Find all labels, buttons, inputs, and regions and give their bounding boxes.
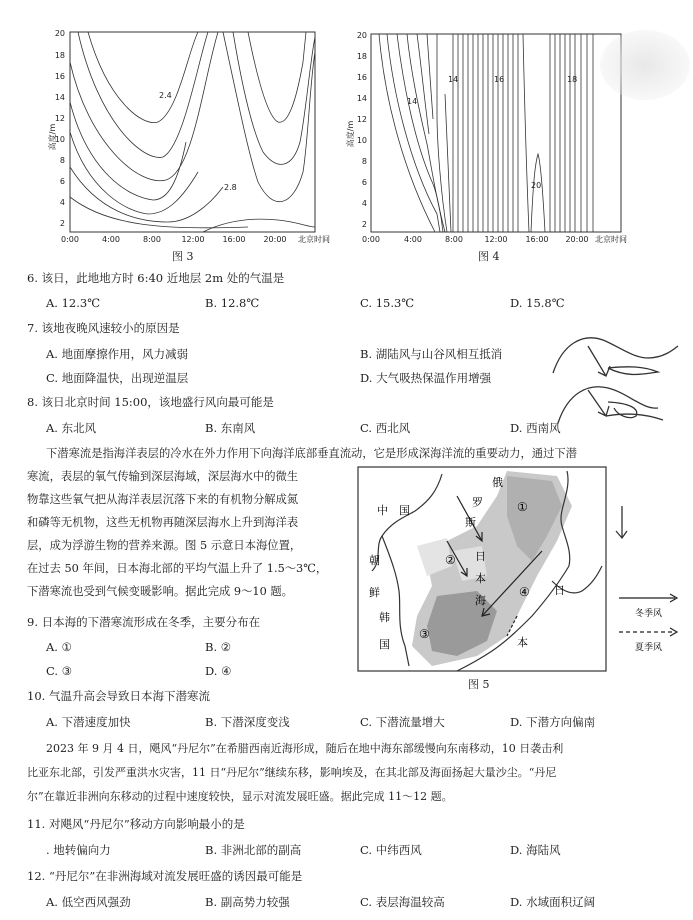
fig4-ylabel: 高度/m xyxy=(346,120,355,148)
q11-option-b[interactable]: B. 非洲北部的副高 xyxy=(205,843,302,857)
passage-1-line: 物靠这些氧气把从海洋表层沉落下来的有机物分解成氮 xyxy=(27,493,299,506)
fig3-xtick: 16:00 xyxy=(222,235,246,244)
q6-option-b[interactable]: B. 12.8℃ xyxy=(205,296,260,310)
fig4-ytick: 12 xyxy=(356,115,367,124)
q10-option-c[interactable]: C. 下潜流量增大 xyxy=(360,715,445,729)
q10-option-a[interactable]: A. 下潜速度加快 xyxy=(46,715,131,729)
q11-option-a[interactable]: . 地转偏向力 xyxy=(46,843,111,857)
fig4-xtick: 12:00 xyxy=(484,235,508,244)
figure-3-chart xyxy=(48,22,330,247)
fig4-ytick: 16 xyxy=(356,73,367,82)
fig4-ytick: 10 xyxy=(356,136,367,145)
q7-option-b[interactable]: B. 湖陆风与山谷风相互抵消 xyxy=(360,347,503,361)
q6-option-d[interactable]: D. 15.8℃ xyxy=(510,296,565,310)
fig4-xtick: 20:00 xyxy=(565,235,589,244)
fig3-xtick: 12:00 xyxy=(181,235,205,244)
fig4-xtick: 0:00 xyxy=(362,235,380,244)
passage-1-line: 层，成为浮游生物的营养来源。图 5 示意日本海位置， xyxy=(27,539,302,552)
q6-option-c[interactable]: C. 15.3℃ xyxy=(360,296,415,310)
passage-1-line: 下潜寒流也受到气候变暖影响。据此完成 9～10 题。 xyxy=(27,585,293,598)
figure-4-caption: 图 4 xyxy=(478,250,500,263)
q11-option-c[interactable]: C. 中纬西风 xyxy=(360,843,422,857)
fig5-label: 斯 xyxy=(465,516,476,529)
fig3-xtick: 0:00 xyxy=(61,235,79,244)
fig5-label: 鲜 xyxy=(369,586,380,599)
fig3-xunit: 北京时间 xyxy=(298,235,330,244)
fig4-ytick: 20 xyxy=(356,31,367,40)
fig4-ytick: 18 xyxy=(356,52,367,61)
q9-option-c[interactable]: C. ③ xyxy=(46,664,73,678)
q7-option-a[interactable]: A. 地面摩擦作用，风力减弱 xyxy=(46,347,189,361)
fig3-ytick: 18 xyxy=(54,51,65,60)
fig4-xticks xyxy=(362,234,627,244)
fig5-label: 本 xyxy=(517,636,528,649)
q10-option-b[interactable]: B. 下潜深度变浅 xyxy=(205,715,290,729)
fig5-label: 中 xyxy=(377,504,388,517)
q9-option-b[interactable]: B. ② xyxy=(205,640,232,654)
passage-1-line: 在过去 50 年间，日本海北部的平均气温上升了 1.5～3℃， xyxy=(27,562,328,575)
question-9-stem: 9. 日本海的下潜寒流形成在冬季，主要分布在 xyxy=(27,615,261,629)
figure-4-chart xyxy=(345,24,625,246)
fig3-ytick: 10 xyxy=(54,135,65,144)
fig4-contour-label: 16 xyxy=(494,75,505,84)
fig4-plot-frame xyxy=(371,34,621,232)
figure-5-caption: 图 5 xyxy=(468,678,490,691)
fig4-xtick: 16:00 xyxy=(525,235,549,244)
fig3-ylabel: 高度/m xyxy=(48,123,57,151)
fig3-ytick: 14 xyxy=(54,93,65,102)
fig3-ytick: 12 xyxy=(54,114,65,123)
passage-1-line: 寒流，表层的氧气传输到深层海域，深层海水中的微生 xyxy=(27,470,299,483)
question-6-stem: 6. 该日，此地地方时 6:40 近地层 2m 处的气温是 xyxy=(27,271,285,285)
fig4-contour-label: 20 xyxy=(531,181,542,190)
fig3-contour-label: 2.4 xyxy=(159,91,172,100)
q8-option-a[interactable]: A. 东北风 xyxy=(46,421,97,435)
fig5-label: 日 xyxy=(475,550,486,563)
fig5-marker: ② xyxy=(445,553,456,567)
fig4-ytick: 14 xyxy=(356,94,367,103)
question-7-stem: 7. 该地夜晚风速较小的原因是 xyxy=(27,321,180,335)
fig5-label: 朝 xyxy=(369,554,380,567)
passage-1-line: 和磷等无机物，这些无机物再随深层海水上升到海洋表 xyxy=(27,516,299,529)
fig3-contour-label: 2.8 xyxy=(224,183,237,192)
fig5-legend-winter: 冬季风 xyxy=(635,609,663,619)
fig4-contour-label: 14 xyxy=(448,75,459,84)
fig3-xtick: 4:00 xyxy=(102,235,120,244)
figure-4-yticks xyxy=(357,31,367,229)
fig3-xtick: 20:00 xyxy=(263,235,287,244)
question-11-stem: 11. 对飓风“丹尼尔”移动方向影响最小的是 xyxy=(27,817,245,831)
fig5-legend-summer: 夏季风 xyxy=(635,643,663,653)
handwritten-sketch xyxy=(548,328,688,433)
q12-option-c[interactable]: C. 表层海温较高 xyxy=(360,895,445,909)
q8-option-b[interactable]: B. 东南风 xyxy=(205,421,256,435)
fig5-label: 日 xyxy=(554,584,565,597)
scan-smudge xyxy=(600,30,690,100)
fig4-ytick: 6 xyxy=(361,178,367,187)
q7-option-c[interactable]: C. 地面降温快，出现逆温层 xyxy=(46,371,189,385)
q10-option-d[interactable]: D. 下潜方向偏南 xyxy=(510,715,596,729)
fig5-label: 韩 xyxy=(379,611,390,624)
question-12-stem: 12. “丹尼尔”在非洲海域对流发展旺盛的诱因最可能是 xyxy=(27,869,303,883)
q12-option-b[interactable]: B. 副高势力较强 xyxy=(205,895,290,909)
passage-2-line: 比亚东北部，引发严重洪水灾害，11 日“丹尼尔”继续东移，影响埃及，在其北部及海面扬起大量沙尘。“丹尼 xyxy=(27,766,557,779)
fig4-contour-label: 18 xyxy=(567,75,578,84)
fig3-ytick: 4 xyxy=(59,198,65,207)
q8-option-c[interactable]: C. 西北风 xyxy=(360,421,411,435)
fig3-xtick: 8:00 xyxy=(143,235,161,244)
fig3-ytick: 20 xyxy=(54,29,65,38)
fig5-marker: ④ xyxy=(519,585,530,599)
passage-2-line: 2023 年 9 月 4 日，飓风“丹尼尔”在希腊西南近海形成，随后在地中海东部缓慢向东南移动，10 日袭击利 xyxy=(46,742,564,755)
q7-option-d[interactable]: D. 大气吸热保温作用增强 xyxy=(360,371,492,385)
fig3-contours xyxy=(70,32,315,232)
fig5-marker: ③ xyxy=(419,627,430,641)
figure-5-map xyxy=(357,466,607,672)
fig3-ytick: 2 xyxy=(59,219,65,228)
fig3-ytick: 8 xyxy=(59,156,65,165)
fig5-legend xyxy=(615,588,690,663)
q9-option-d[interactable]: D. ④ xyxy=(205,664,232,678)
fig5-label: 本 xyxy=(475,572,486,585)
fig4-ytick: 4 xyxy=(361,199,367,208)
fig5-label: 国 xyxy=(379,638,390,651)
fig4-xtick: 8:00 xyxy=(445,235,463,244)
q11-option-d[interactable]: D. 海陆风 xyxy=(510,843,561,857)
fig5-label: 俄 xyxy=(492,476,503,489)
handwritten-arrow xyxy=(612,504,632,544)
question-10-stem: 10. 气温升高会导致日本海下潜寒流 xyxy=(27,689,210,703)
fig3-ytick: 6 xyxy=(59,177,65,186)
question-8-stem: 8. 该日北京时间 15:00，该地盛行风向最可能是 xyxy=(27,395,274,409)
passage-1-line: 下潜寒流是指海洋表层的冷水在外力作用下向海洋底部垂直流动，它是形成深海洋流的重要动力，通过下潜 xyxy=(46,447,577,460)
fig5-label: 国 xyxy=(399,504,410,517)
fig4-contour-label: 14 xyxy=(407,97,418,106)
fig5-marker: ① xyxy=(517,500,528,514)
fig3-xticks xyxy=(61,234,330,244)
q12-option-a[interactable]: A. 低空西风强劲 xyxy=(46,895,131,909)
fig4-xunit: 北京时间 xyxy=(595,235,627,244)
q8-option-d[interactable]: D. 西南风 xyxy=(510,421,561,435)
passage-2-line: 尔”在靠近非洲向东移动的过程中速度较快，显示对流发展旺盛。据此完成 11～12 题。 xyxy=(27,790,453,803)
q6-option-a[interactable]: A. 12.3℃ xyxy=(46,296,101,310)
q12-option-d[interactable]: D. 水域面积辽阔 xyxy=(510,895,596,909)
fig4-xtick: 4:00 xyxy=(404,235,422,244)
fig4-contours xyxy=(379,34,593,232)
fig4-ytick: 2 xyxy=(361,220,367,229)
fig4-ytick: 8 xyxy=(361,157,367,166)
figure-3-caption: 图 3 xyxy=(172,250,194,263)
fig5-label: 海 xyxy=(475,594,486,607)
q9-option-a[interactable]: A. ① xyxy=(46,640,72,654)
fig5-label: 罗 xyxy=(472,496,483,509)
fig3-ytick: 16 xyxy=(54,72,65,81)
